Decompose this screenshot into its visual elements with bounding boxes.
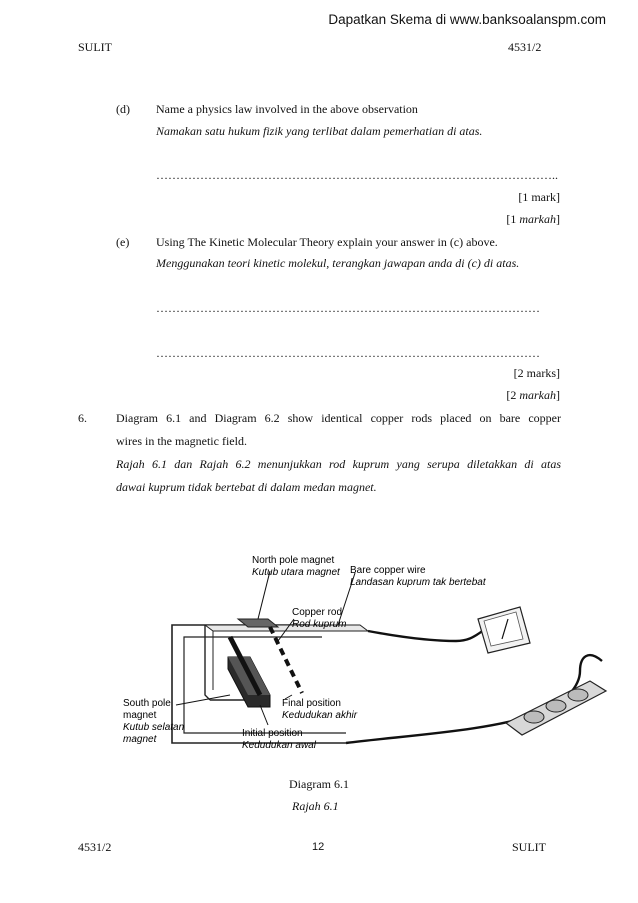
label-rod-en: Copper rod	[292, 607, 343, 618]
question-6-text-ms-2: dawai kuprum tidak bertebat di dalam medan magnet.	[116, 480, 377, 494]
label-south-en-1: South pole	[123, 698, 171, 709]
part-d-marks-en: [1 mark]	[518, 190, 560, 204]
part-e-question-ms: Menggunakan teori kinetic molekul, terangkan jawapan anda di (c) di atas.	[156, 256, 520, 270]
question-6-text-en-2: wires in the magnetic field.	[116, 434, 247, 448]
part-d-question-en: Name a physics law involved in the above observation	[156, 102, 418, 116]
label-south-ms-2: magnet	[123, 734, 157, 745]
footer-left: 4531/2	[78, 840, 112, 854]
part-e-answer-line-1[interactable]: ……………………………………………………………………………………	[156, 301, 540, 315]
question-6-number: 6.	[78, 411, 87, 425]
rail-left	[205, 625, 210, 700]
label-final-ms: Kedudukan akhir	[282, 710, 358, 721]
header-left: SULIT	[78, 40, 112, 54]
diagram-6-1	[110, 545, 620, 765]
part-e-question-en: Using The Kinetic Molecular Theory explain your answer in (c) above.	[156, 235, 498, 249]
label-initial-ms: Kedudukan awal	[242, 740, 316, 751]
question-6-text-en-1: Diagram 6.1 and Diagram 6.2 show identical copper rods placed on bare copper	[116, 411, 561, 425]
part-d-marks-ms: [1 markah]	[506, 212, 560, 226]
label-bare-ms: Landasan kuprum tak bertebat	[350, 577, 486, 588]
part-e-label: (e)	[116, 235, 130, 249]
part-d-label: (d)	[116, 102, 130, 116]
label-south-ms-1: Kutub selatan	[123, 722, 185, 733]
part-e-marks-ms: [2 markah]	[506, 388, 560, 402]
question-6-text-ms-1: Rajah 6.1 dan Rajah 6.2 menunjukkan rod kuprum yang serupa diletakkan di atas	[116, 457, 561, 471]
battery-cell-2	[546, 700, 566, 712]
label-initial-en: Initial position	[242, 728, 303, 739]
label-south-en-2: magnet	[123, 710, 157, 721]
footer-right: SULIT	[512, 840, 546, 854]
label-bare-en: Bare copper wire	[350, 565, 426, 576]
page-number: 12	[312, 841, 325, 853]
label-north-en: North pole magnet	[252, 555, 335, 566]
part-d-answer-line[interactable]: ………………………………………………………………………………………..	[156, 168, 558, 182]
label-north-ms: Kutub utara magnet	[252, 567, 340, 578]
header-right: 4531/2	[508, 40, 542, 54]
label-rod-ms: Rod kuprum	[292, 619, 347, 630]
part-e-answer-line-2[interactable]: ……………………………………………………………………………………	[156, 346, 540, 360]
website-banner: Dapatkan Skema di www.banksoalanspm.com	[328, 12, 606, 27]
diagram-caption-en: Diagram 6.1	[289, 777, 349, 791]
battery-cell-1	[524, 711, 544, 723]
battery-cell-3	[568, 689, 588, 701]
lead-wire-top	[368, 629, 486, 641]
diagram-caption-ms: Rajah 6.1	[292, 799, 339, 813]
label-final-en: Final position	[282, 698, 341, 709]
part-e-marks-en: [2 marks]	[513, 366, 560, 380]
part-d-question-ms: Namakan satu hukum fizik yang terlibat dalam pemerhatian di atas.	[156, 124, 483, 138]
